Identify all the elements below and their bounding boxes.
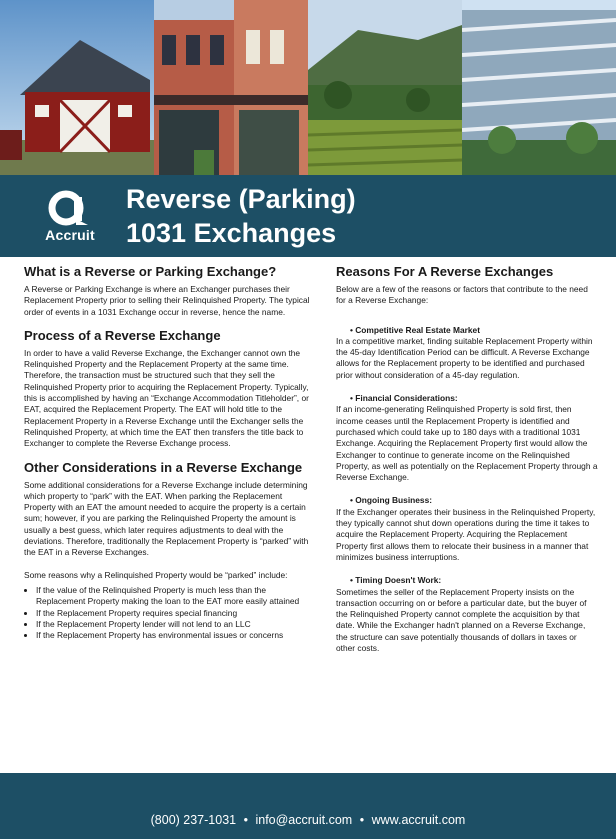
section-body: A Reverse or Parking Exchange is where an Exchanger purchases their Replacement Property prior to selling their Relinquished Property. The typical order of events in a 1031 Exchange occur in reverse, hence the name. [24,284,310,317]
section-heading: Reasons For A Reverse Exchanges [336,264,554,279]
reason-title: • Timing Doesn't Work: [350,575,442,586]
reason-title: • Ongoing Business: [350,495,433,506]
title-line-2: 1031 Exchanges [126,218,337,248]
left-column [24,264,314,651]
section-heading: Other Considerations in a Reverse Exchange [24,459,303,475]
section-heading: What is a Reverse or Parking Exchange? [24,264,277,279]
reason-title: • Financial Considerations: [350,393,458,404]
section-other-considerations [24,460,314,642]
reasons-intro: Some reasons why a Relinquished Property would be “parked” include: [24,569,288,580]
reasons-list [36,585,314,641]
farmland-photo [308,0,462,175]
header-photo-strip [0,0,616,175]
reason-body: If the Exchanger operates their business in the Relinquished Property, they typically cannot shut down operations during the time it takes to acquire the Replacement Property. Acquiring the Replacement Property first allows them to relocate their business in a manner that minimizes business interruptions. [336,506,596,562]
section-what-is [24,264,314,318]
section-body: In order to have a valid Reverse Exchange, the Exchanger cannot own the Relinquished Property and the Replacement Property at the same time. Therefore, the transaction must be structured such that they sell the Relinquished Property prior to acquiring the Replacement Property. Typically, this is accomplished by having an “Exchange Accommodation Titleholder”, or EAT, acquired the Replacement Property. The EAT will hold title to the Replacement Property in a Reverse Exchange until the Exchanger sells the Relinquished Property, at which time the EAT then transfers the title back to Exchanger to complete the Reverse Exchange process. [24,347,309,449]
title-banner [0,175,616,257]
list-item: • If the Replacement Property requires special financing [36,608,314,619]
reason-item [336,325,598,381]
reason-item [336,393,598,483]
right-column [336,264,598,654]
accruit-logo-icon [46,189,90,227]
barn-photo [0,0,154,175]
email-link[interactable]: info@accruit.com [255,813,353,827]
separator-dot: • [243,813,248,827]
storefront-photo [154,0,308,175]
separator-dot: • [359,813,365,827]
reason-body: If an income-generating Relinquished Property is sold first, then income ceases until the Replacement Property is identified and purchased which could take up to 180 days with a traditional 1031 Exchange. Acquiring the Replacement Property first would allow the Exchanger to continue to generate income on the Relinquished Property, as well as potentially on the Replacement Property through a Reverse Exchange. [336,404,598,483]
phone-number[interactable]: (800) 237-1031 [150,813,237,827]
page-title [126,182,356,250]
title-line-1: Reverse (Parking) [126,184,356,214]
list-item: • If the Replacement Property has environmental issues or concerns [36,630,314,641]
footer-bar [0,773,616,839]
section-intro: Below are a few of the reasons or factors that contribute to the need for a Reverse Exchange: [336,284,588,306]
brand-logo [34,189,106,247]
office-building-photo [462,0,616,175]
brand-name: Accruit [45,227,95,243]
reason-item [336,575,598,654]
reason-title: • Competitive Real Estate Market [350,324,480,335]
list-item: • If the value of the Relinquished Property is much less than the Replacement Property making the loan to the EAT more easily attained [36,585,314,608]
section-body: Some additional considerations for a Reverse Exchange include determining which property to “park” with the EAT. When parking the Replacement Property with an EAT the amount needed to acquire the property is a certain sum; however, if you are parking the Relinquished Property the amount is usually a best guess, which later requires adjustments to deal with the deviations. Therefore, traditionally the Replacement Property is “parked” with the EAT in a Reverse Exchanges. [24,479,309,558]
website-link[interactable]: www.accruit.com [371,813,466,827]
section-heading: Process of a Reverse Exchange [24,327,221,343]
reason-body: Sometimes the seller of the Replacement Property insists on the transaction occurring on or before a particular date, but the buyer of the Relinquished Property cannot complete the acquisition by that date. While the Exchanger hadn't planned on a Reverse Exchange, the structure can save potentially thousands of dollars in taxes or other costs. [336,586,587,654]
reason-item [336,495,598,563]
contact-line [0,813,616,827]
reason-body: In a competitive market, finding suitable Replacement Property within the 45-day Identification Period can be difficult. A Reverse Exchange allows for the Replacement property to be identified and purchased prior without consideration of a 45-day regulation. [336,335,593,380]
list-item: • If the Replacement Property lender will not lend to an LLC [36,619,314,630]
section-process [24,328,314,450]
